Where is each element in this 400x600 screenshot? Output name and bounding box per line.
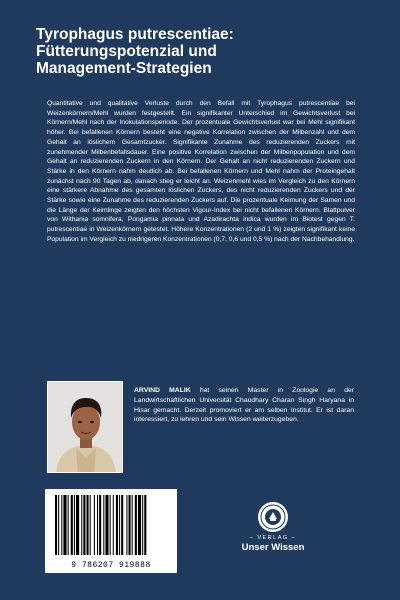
publisher-verlag-label: – VERLAG –	[249, 535, 297, 541]
barcode-bars	[45, 489, 177, 561]
barcode-bar	[144, 495, 146, 555]
title-line-2: Fütterungspotenzial und	[36, 43, 217, 60]
barcode-bar	[105, 495, 108, 555]
barcode-bar	[55, 495, 57, 555]
barcode-bar	[138, 495, 141, 555]
barcode-bar	[119, 495, 120, 555]
abstract-text: Quantitative und qualitative Verluste durch den Befall mit Tyrophagus putrescentiae bei Weizenkörnern/Mehl wurden festgestellt. Ein signifikanter Unterschied im Gewichtsverlust bei Körnern/Mehl nach der Inokulationsperiode. Der prozentuale Gewichtsverlust war bei Mehl signifikant höher. Bei befallenen Körnern besteht eine negative Korrelation zwischen der Milbenzahl und dem Gehalt an löslichem Gesamtzucker. Signifikante Zunahme des reduzierenden Zuckers mit zunehmender Milbenbefallsdauer. Eine positive Korrelation zwischen der Milbenpopulation und dem Gehalt an reduzierenden Zuckern in den Körnern. Der Gehalt an nicht reduzierenden Zuckern und Stärke in den Körnern nahm deutlich ab. Bei befallenen Körnern und Mehl nahm der Proteingehalt zunächst nach 90 Tagen ab, danach stieg er leicht an. Weizenmehl wies im Vergleich zu den Körnern eine stärkere Abnahme des gesamten löslichen Zuckers, des nicht reduzierenden Zuckers und der Stärke sowie eine Zunahme des reduzierenden Zuckers auf. Die prozentuale Keimung der Samen und die Länge der Keimlinge zeigten den höchsten Vigour-Index bei nicht befallenen Körnern. Blattpulver von Withania somnifera, Pongamia pinnata und Azadirachta indica wurden im Biotest gegen T. putrescentiae in Weizenkörnern getestet. Höhere Konzentrationen (2 und 1 %) zeigten signifikant keine Population im Vergleich zu niedrigeren Konzentrationen (0,7, 0,6 und 0,5 %) nach der Nachbehandlung.	[47, 100, 355, 243]
barcode-bar	[90, 495, 91, 555]
barcode-bar	[99, 495, 101, 555]
author-portrait-image	[48, 382, 123, 473]
barcode-bar	[63, 495, 66, 555]
isbn-barcode	[45, 489, 177, 573]
publisher-brand-name: Unser Wissen	[241, 542, 305, 553]
barcode-bar	[87, 495, 89, 555]
author-bio-text: hat seinen Master in Zoologie an der Landwirtschaftlichen Universität Chaudhary Charan Singh Haryana in Hisar gemacht. Derzeit promoviert er am selben Institut. Er ist daran interessiert, zu lehren und sein Wissen weiterzugeben.	[134, 387, 355, 424]
author-photo	[47, 381, 123, 473]
isbn-digits: 9 786207 919888	[71, 561, 151, 570]
barcode-bar	[76, 495, 79, 555]
barcode-bar	[132, 495, 133, 555]
barcode-bar	[103, 495, 104, 555]
author-bio	[134, 386, 354, 425]
barcode-bar	[126, 495, 127, 555]
barcode-bar	[129, 495, 131, 555]
title-line-1: Tyrophagus putrescentiae:	[36, 26, 234, 43]
barcode-bar	[68, 495, 69, 555]
publisher-emblem-icon	[258, 502, 288, 532]
barcode-bar	[94, 495, 95, 555]
barcode-bar	[58, 495, 59, 555]
barcode-bar	[97, 495, 98, 555]
publisher-logo	[233, 502, 313, 572]
title-line-3: Management-Strategien	[36, 60, 212, 77]
barcode-bar	[74, 495, 75, 555]
author-name: ARVIND MALIK	[134, 387, 191, 394]
barcode-bar	[116, 495, 118, 555]
barcode-bar	[113, 495, 114, 555]
barcode-bar	[110, 495, 111, 555]
barcode-bar	[71, 495, 73, 555]
book-title	[36, 26, 366, 77]
barcode-bar	[121, 495, 123, 555]
barcode-bar	[135, 495, 137, 555]
barcode-bar	[61, 495, 62, 555]
barcode-bar	[83, 495, 85, 555]
barcode-bar	[142, 495, 143, 555]
barcode-bar	[81, 495, 82, 555]
